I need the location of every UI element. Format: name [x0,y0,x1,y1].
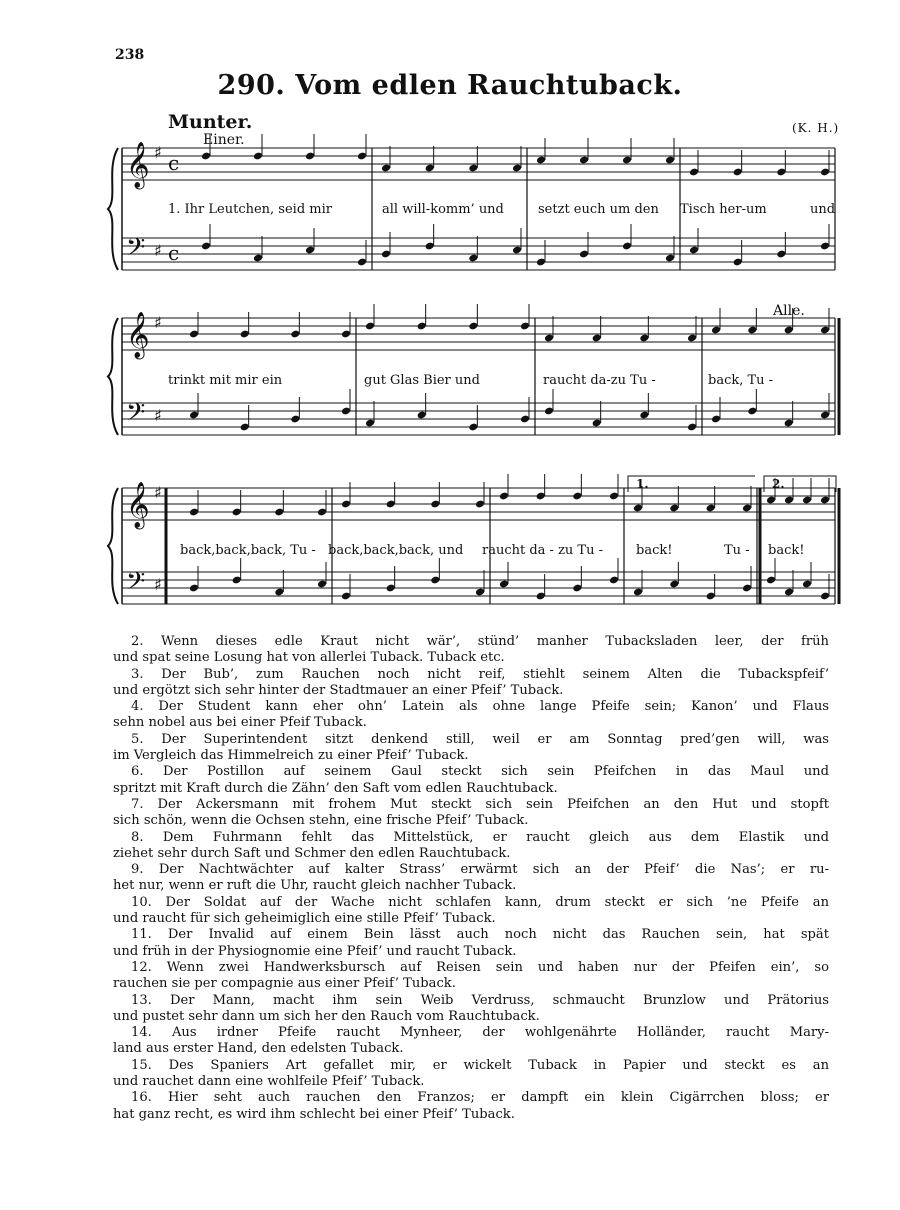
verse-9 [113,862,829,895]
key-signature-sharp-icon: ♯ [154,313,162,332]
verse-line: und ergötzt sich sehr hinter der Stadtmauer an einer Pfeif’ Tuback. [113,682,564,698]
time-signature-icon: c [168,151,180,175]
volta-1-label: 1. [636,477,649,491]
bass-clef-icon: 𝄢 [126,567,146,602]
lyric-segment: all will-komm’ und [382,202,504,217]
key-signature-sharp-icon: ♯ [154,575,162,594]
verse-5 [113,732,829,765]
lyric-segment: Tu - [724,543,750,558]
verse-line: spritzt mit Kraft durch die Zähn’ den Saft vom edlen Rauchtuback. [113,780,558,796]
brace-icon [108,148,118,270]
source-credit: (K. H.) [792,121,840,135]
verse-14 [113,1025,829,1058]
lyric-segment: setzt euch um den [538,202,659,217]
key-signature-sharp-icon: ♯ [154,483,162,502]
verse-line: 5. Der Superintendent sitzt denkend still, weil er am Sonntag pred’gen will, was [131,731,829,747]
verse-line: im Vergleich das Himmelreich zu einer Pfeif’ Tuback. [113,748,469,764]
lyric-segment: 1. Ihr Leutchen, seid mir [168,202,332,217]
verse-10 [113,895,829,928]
verse-line: und raucht für sich geheimiglich eine stille Pfeif’ Tuback. [113,911,496,927]
verse-line: 4. Der Student kann eher ohn’ Latein als ohne lange Pfeife sein; Kanon’ und Flaus [131,699,829,715]
lyric-segment: back! [636,543,673,558]
verse-line: 11. Der Invalid auf einem Bein lässt auch noch nicht das Rauchen sein, hat spät [131,927,829,943]
verse-line: und pustet sehr dann um sich her den Rauch vom Rauchtuback. [113,1008,540,1024]
verse-16 [113,1090,829,1123]
treble-clef-icon: 𝄞 [126,312,150,358]
tempo-marking: Munter. [168,111,253,133]
key-signature-sharp-icon: ♯ [154,406,162,425]
verses-block [113,634,829,1123]
verse-4 [113,699,829,732]
verse-7 [113,797,829,830]
verse-13 [113,993,829,1026]
lyric-segment: raucht da-zu Tu - [543,373,656,388]
verse-line: 7. Der Ackersmann mit frohem Mut steckt sich sein Pfeifchen an den Hut und stopft [131,796,829,812]
lyric-segment: und [810,202,836,217]
song-title: 290. Vom edlen Rauchtuback. [217,70,683,101]
verse-line: 15. Des Spaniers Art gefallet mir, er wickelt Tuback in Papier und steckt es an [131,1057,829,1073]
lyric-segment: raucht da - zu Tu - [482,543,603,558]
brace-icon [108,488,118,604]
verse-8 [113,830,829,863]
verse-line: 13. Der Mann, macht ihm sein Weib Verdruss, schmaucht Brunzlow und Prätorius [131,992,829,1008]
verse-12 [113,960,829,993]
bass-clef-icon: 𝄢 [126,233,146,268]
brace-icon [108,318,118,435]
verse-line: 6. Der Postillon auf seinem Gaul steckt sich sein Pfeifchen in das Maul und [131,764,829,780]
verse-line: 9. Der Nachtwächter auf kalter Strass’ erwärmt sich an der Pfeif’ die Nas’; er ru- [131,862,829,878]
key-signature-sharp-icon: ♯ [154,143,162,162]
verse-line: 16. Hier seht auch rauchen den Franzos; er dampft ein klein Cigärrchen bloss; er [131,1090,829,1106]
key-signature-sharp-icon: ♯ [154,241,162,260]
verse-line: 2. Wenn dieses edle Kraut nicht wär’, stünd’ manher Tubacksladen leer, der früh [131,634,829,649]
page-number: 238 [115,47,145,63]
verse-11 [113,927,829,960]
lyric-segment: back,back,back, und [328,543,464,558]
verse-15 [113,1058,829,1091]
voice-label: Einer. [203,132,245,148]
verse-line: 8. Dem Fuhrmann fehlt das Mittelstück, er raucht gleich aus dem Elastik und [131,829,829,845]
time-signature-icon: c [168,241,180,265]
lyric-segment: gut Glas Bier und [364,373,480,388]
verse-line: 10. Der Soldat auf der Wache nicht schlafen kann, drum steckt er sich ’ne Pfeife an [131,894,829,910]
verse-line: ziehet sehr durch Saft und Schmer den edlen Rauchtuback. [113,845,511,861]
verse-6 [113,764,829,797]
verse-line: sich schön, wenn die Ochsen stehn, eine frische Pfeif’ Tuback. [113,813,529,829]
lyric-segment: trinkt mit mir ein [168,373,283,388]
verse-3 [113,667,829,700]
lyric-segment: Tisch her-um [680,202,767,217]
verse-line: land aus erster Hand, den edelsten Tuback. [113,1041,404,1057]
verse-line: 3. Der Bub’, zum Rauchen noch nicht reif, stiehlt seinem Alten die Tubackspfeif’ [131,666,829,682]
verse-2 [113,634,829,667]
verse-line: und rauchet dann eine wohlfeile Pfeif’ Tuback. [113,1074,425,1090]
lyric-segment: back! [768,543,805,558]
verse-line: het nur, wenn er ruft die Uhr, raucht gleich nachher Tuback. [113,878,517,894]
lyric-segment: back, Tu - [708,373,774,388]
bass-clef-icon: 𝄢 [126,398,146,433]
volta-2-label: 2. [772,477,785,491]
chorus-label: Alle. [773,303,805,319]
verse-line: und spat seine Losung hat von allerlei Tuback. Tuback etc. [113,650,505,666]
verse-line: hat ganz recht, es wird ihm schlecht bei einer Pfeif’ Tuback. [113,1106,515,1122]
verse-line: sehn nobel aus bei einer Pfeif Tuback. [113,715,367,731]
verse-line: 14. Aus irdner Pfeife raucht Mynheer, der wohlgenährte Holländer, raucht Mary- [131,1025,829,1041]
verse-line: 12. Wenn zwei Handwerksbursch auf Reisen sein und haben nur der Pfeifen ein’, so [131,959,829,975]
treble-clef-icon: 𝄞 [126,482,150,528]
treble-clef-icon: 𝄞 [126,142,150,188]
verse-line: rauchen sie per compagnie aus einer Pfeif’ Tuback. [113,976,456,992]
verse-line: und früh in der Physiognomie eine Pfeif’ und raucht Tuback. [113,943,517,959]
lyric-segment: back,back,back, Tu - [180,543,316,558]
